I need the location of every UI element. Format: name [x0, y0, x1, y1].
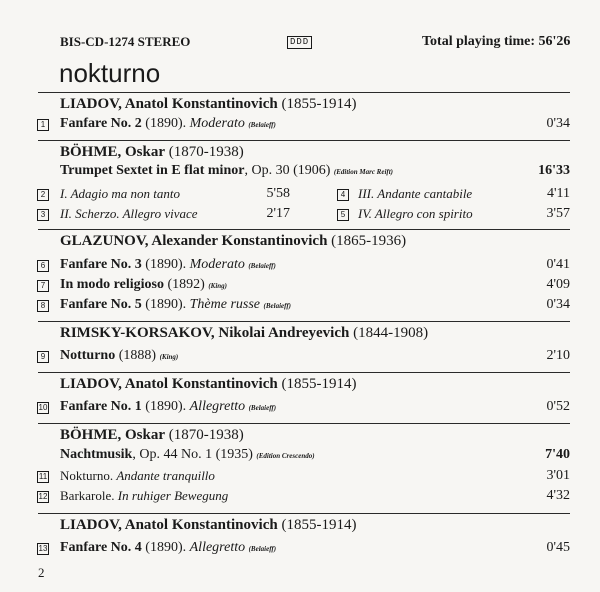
track-10: [60, 399, 276, 415]
movement-title: [60, 468, 215, 484]
page-number: 2: [38, 565, 45, 580]
publisher: (Belaieff): [248, 262, 276, 270]
composer-name: LIADOV, Anatol Konstantinovich: [60, 376, 278, 392]
track-time: 2'17: [266, 206, 290, 221]
track-number: 13: [38, 544, 48, 553]
divider: [38, 423, 570, 424]
publisher: (Belaieff): [263, 302, 291, 310]
movement-title: [60, 488, 228, 504]
work-heading: [60, 447, 315, 463]
composer-dates: (1865-1936): [331, 233, 407, 249]
composer-name: GLAZUNOV, Alexander Konstantinovich: [60, 233, 328, 249]
composer-name: LIADOV, Anatol Konstantinovich: [60, 96, 278, 112]
track-year: (1890).: [141, 116, 190, 131]
divider: [38, 372, 570, 373]
track-13: [60, 540, 276, 556]
track-1: [60, 116, 276, 132]
composer-name: BÖHME, Oskar: [60, 427, 166, 443]
publisher: (King): [208, 282, 227, 290]
movement-title: IV. Allegro con spirito: [358, 206, 473, 221]
track-year: (1892): [163, 277, 209, 292]
track-title: Fanfare No. 1: [60, 399, 142, 414]
track-time: 0'52: [546, 399, 570, 414]
work-title: Trumpet Sextet in E flat minor: [60, 163, 245, 178]
composer-heading: [60, 96, 356, 113]
track-title: Fanfare No. 4: [60, 540, 142, 555]
publisher: (Edition Marc Reift): [333, 168, 394, 176]
track-number: 3: [37, 209, 49, 221]
track-number: 8: [37, 300, 49, 312]
composer-dates: (1855-1914): [281, 517, 357, 533]
movement-name: Nokturno.: [60, 468, 117, 483]
track-tempo: Allegretto: [189, 540, 246, 555]
track-6: [60, 257, 276, 273]
track-tempo: Moderato: [189, 116, 245, 131]
track-year: (1890).: [141, 540, 190, 555]
track-number: 12: [38, 492, 48, 501]
track-number: 9: [37, 351, 49, 363]
movement-tempo: In ruhiger Bewegung: [117, 488, 229, 503]
work-total-time: 7'40: [545, 447, 570, 462]
divider: [38, 229, 570, 230]
track-year: (1890).: [141, 399, 190, 414]
track-time: 2'10: [546, 348, 570, 363]
track-year: (1888): [115, 348, 160, 363]
movement-name: Barkarole.: [60, 488, 118, 503]
track-time: 3'01: [546, 468, 570, 483]
movement-title: II. Scherzo. Allegro vivace: [60, 206, 198, 221]
work-heading: [60, 163, 393, 179]
composer-heading: [60, 325, 428, 342]
composer-heading: [60, 517, 356, 534]
track-number: 4: [337, 189, 349, 201]
divider: [38, 92, 570, 93]
track-time: 5'58: [266, 186, 290, 201]
track-number: 11: [38, 472, 48, 481]
track-number: 7: [37, 280, 49, 292]
divider: [38, 513, 570, 514]
track-title: Fanfare No. 2: [60, 116, 142, 131]
movement-title: III. Andante cantabile: [358, 186, 473, 201]
work-opus: , Op. 44 No. 1 (1935): [132, 447, 257, 462]
track-time: 0'45: [546, 540, 570, 555]
track-time: 0'34: [546, 297, 570, 312]
movement-tempo: Andante tranquillo: [116, 468, 215, 483]
track-time: 0'41: [546, 257, 570, 272]
composer-name: BÖHME, Oskar: [60, 144, 166, 160]
divider: [38, 321, 570, 322]
composer-name: RIMSKY-KORSAKOV, Nikolai Andreyevich: [60, 325, 350, 341]
composer-dates: (1870-1938): [168, 427, 244, 443]
publisher: (Belaieff): [248, 545, 277, 553]
track-number: 2: [37, 189, 49, 201]
composer-heading: [60, 376, 356, 393]
catalog-number: BIS-CD-1274 STEREO: [60, 34, 191, 49]
track-title: In modo religioso: [60, 277, 164, 292]
composer-heading: [60, 427, 244, 444]
composer-dates: (1870-1938): [168, 144, 244, 160]
track-9: [60, 348, 178, 364]
track-tempo: Thème russe: [189, 297, 261, 312]
work-total-time: 16'33: [538, 163, 570, 178]
track-title: Notturno: [60, 348, 116, 363]
composer-heading: [60, 233, 406, 250]
track-title: Fanfare No. 3: [60, 257, 142, 272]
publisher: (Belaieff): [248, 121, 276, 129]
composer-dates: (1855-1914): [281, 96, 357, 112]
track-time: 4'09: [546, 277, 570, 292]
divider: [38, 140, 570, 141]
publisher: (Belaieff): [248, 404, 277, 412]
publisher: (King): [159, 353, 179, 361]
track-number: 5: [337, 209, 349, 221]
track-tempo: Moderato: [189, 257, 245, 272]
work-title: Nachtmusik: [60, 447, 133, 462]
track-8: [60, 297, 291, 313]
track-number: 10: [38, 403, 48, 412]
composer-dates: (1855-1914): [281, 376, 357, 392]
track-title: Fanfare No. 5: [60, 297, 142, 312]
track-time: 4'11: [546, 186, 570, 201]
composer-dates: (1844-1908): [353, 325, 429, 341]
track-time: 0'34: [546, 116, 570, 131]
composer-name: LIADOV, Anatol Konstantinovich: [60, 517, 278, 533]
track-tempo: Allegretto: [189, 399, 246, 414]
track-time: 3'57: [546, 206, 570, 221]
track-7: [60, 277, 227, 293]
total-playing-time: Total playing time: 56'26: [422, 34, 571, 49]
work-opus: , Op. 30 (1906): [244, 163, 334, 178]
track-year: (1890).: [141, 297, 190, 312]
track-number: 6: [37, 260, 49, 272]
track-year: (1890).: [141, 257, 190, 272]
ddd-badge: DDD: [287, 36, 312, 49]
composer-heading: [60, 144, 244, 161]
track-number: 1: [37, 119, 49, 131]
track-time: 4'32: [546, 488, 570, 503]
album-title: nokturno: [59, 58, 161, 88]
publisher: (Edition Crescendo): [256, 452, 315, 460]
movement-title: I. Adagio ma non tanto: [60, 186, 181, 201]
